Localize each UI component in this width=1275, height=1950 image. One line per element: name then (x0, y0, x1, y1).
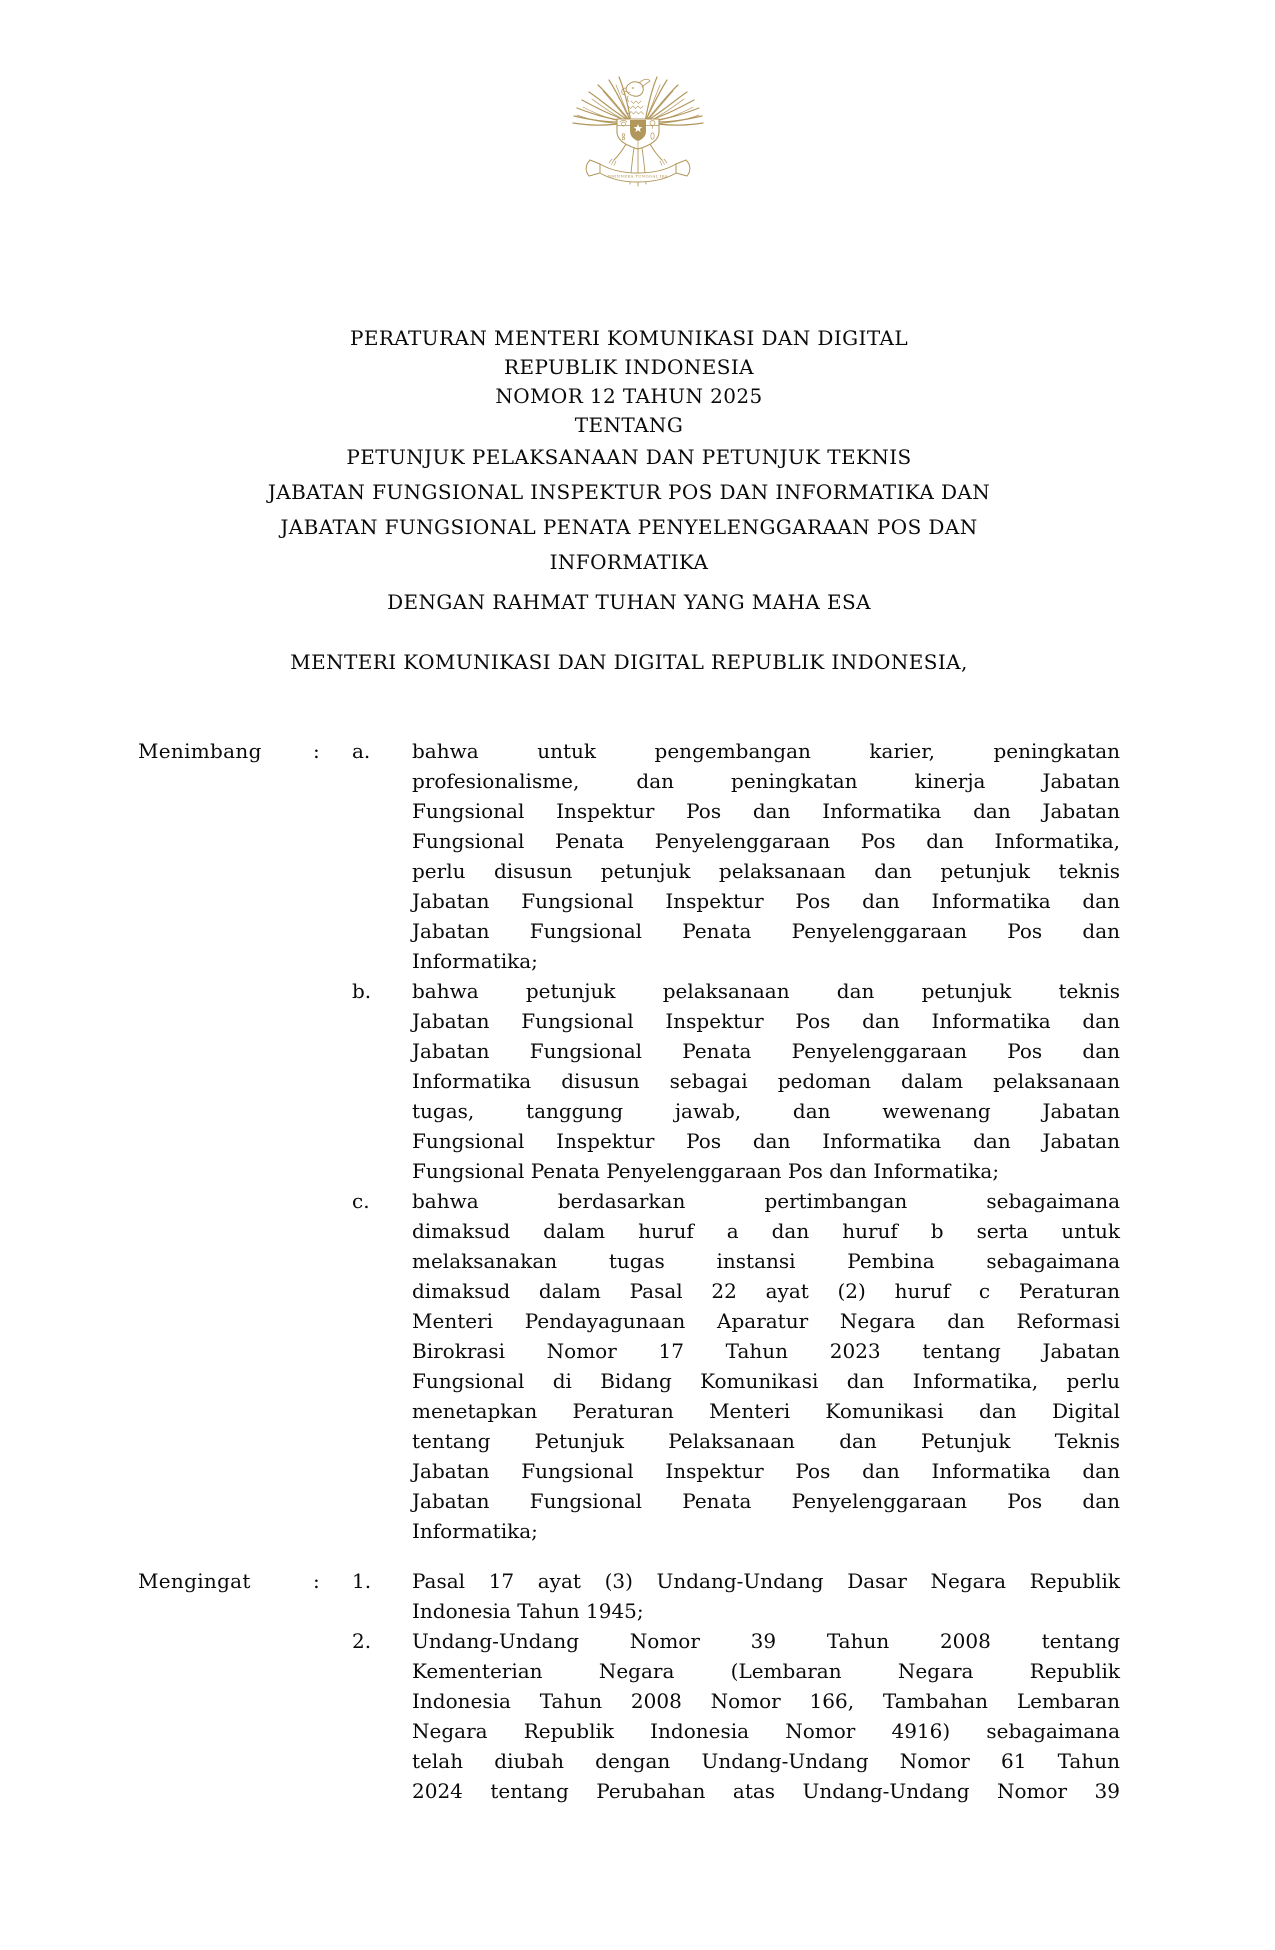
title-line: PETUNJUK PELAKSANAAN DAN PETUNJUK TEKNIS (346, 445, 912, 469)
text-line: Fungsional di Bidang Komunikasi dan Informatika, perlu (412, 1369, 1120, 1393)
text-line: Pasal 17 ayat (3) Undang-Undang Dasar Negara Republik (412, 1569, 1120, 1593)
authority-line: MENTERI KOMUNIKASI DAN DIGITAL REPUBLIK INDONESIA, (290, 650, 968, 674)
text-line: Informatika; (412, 1519, 538, 1543)
item-marker: c. (352, 1189, 370, 1213)
pancasila-shield (617, 119, 659, 149)
item-marker: 2. (352, 1629, 372, 1653)
item-marker: 1. (352, 1569, 372, 1593)
garuda-wing-right (644, 77, 703, 125)
title-line: PERATURAN MENTERI KOMUNIKASI DAN DIGITAL (349, 326, 909, 350)
text-line: Jabatan Fungsional Inspektur Pos dan Informatika dan (412, 1009, 1120, 1033)
title-line: NOMOR 12 TAHUN 2025 (495, 384, 763, 408)
text-line: Fungsional Penata Penyelenggaraan Pos dan Informatika; (412, 1159, 1000, 1183)
item-text (412, 736, 1120, 976)
title-line: JABATAN FUNGSIONAL INSPEKTUR POS DAN INFORMATIKA DAN (267, 480, 991, 504)
title-line: INFORMATIKA (549, 550, 709, 574)
text-line: Kementerian Negara (Lembaran Negara Republik (412, 1659, 1120, 1683)
text-line: Fungsional Penata Penyelenggaraan Pos dan Informatika, (412, 829, 1120, 853)
text-line: Jabatan Fungsional Penata Penyelenggaraan Pos dan (412, 919, 1120, 943)
garuda-pancasila-svg (568, 60, 708, 196)
text-line: Indonesia Tahun 2008 Nomor 166, Tambahan Lembaran (412, 1689, 1120, 1713)
clause-colon: : (313, 739, 320, 763)
text-line: Birokrasi Nomor 17 Tahun 2023 tentang Jabatan (412, 1339, 1120, 1363)
title-line: REPUBLIK INDONESIA (504, 355, 754, 379)
text-line: bahwa petunjuk pelaksanaan dan petunjuk teknis (412, 979, 1120, 1003)
text-line: Jabatan Fungsional Inspektur Pos dan Informatika dan (412, 1459, 1120, 1483)
ribbon-motto-text: BHINNEKA TUNGGAL IKA (608, 173, 668, 179)
title-line: JABATAN FUNGSIONAL PENATA PENYELENGGARAAN POS DAN (280, 515, 978, 539)
text-line: Informatika disusun sebagai pedoman dalam pelaksanaan (412, 1069, 1120, 1093)
text-line: Negara Republik Indonesia Nomor 4916) sebagaimana (412, 1719, 1120, 1743)
text-line: Fungsional Inspektur Pos dan Informatika dan Jabatan (412, 1129, 1120, 1153)
clause-item (352, 1566, 1120, 1626)
text-line: perlu disusun petunjuk pelaksanaan dan petunjuk teknis (412, 859, 1120, 883)
text-line: 2024 tentang Perubahan atas Undang-Undang Nomor 39 (412, 1779, 1120, 1803)
menimbang-section (138, 736, 1120, 1546)
regulation-title (138, 324, 1120, 580)
clause-item (352, 976, 1120, 1186)
text-line: bahwa untuk pengembangan karier, peningkatan (412, 739, 1120, 763)
clause-colon: : (313, 1569, 320, 1593)
item-marker: a. (352, 739, 371, 763)
text-line: Undang-Undang Nomor 39 Tahun 2008 tentang (412, 1629, 1120, 1653)
clause-item (352, 1186, 1120, 1546)
item-text (412, 976, 1120, 1186)
text-line: telah diubah dengan Undang-Undang Nomor 61 Tahun (412, 1749, 1120, 1773)
garuda-wing-left (573, 77, 632, 125)
text-line: Jabatan Fungsional Penata Penyelenggaraan Pos dan (412, 1039, 1120, 1063)
text-line: Menteri Pendayagunaan Aparatur Negara dan Reformasi (412, 1309, 1120, 1333)
text-line: menetapkan Peraturan Menteri Komunikasi dan Digital (412, 1399, 1120, 1423)
text-line: dimaksud dalam huruf a dan huruf b serta untuk (412, 1219, 1120, 1243)
text-line: bahwa berdasarkan pertimbangan sebagaimana (412, 1189, 1120, 1213)
item-text (412, 1566, 1120, 1626)
text-line: melaksanakan tugas instansi Pembina sebagaimana (412, 1249, 1120, 1273)
garuda-pancasila-emblem (568, 60, 708, 196)
text-line: dimaksud dalam Pasal 22 ayat (2) huruf c Peraturan (412, 1279, 1120, 1303)
text-line: Jabatan Fungsional Penata Penyelenggaraan Pos dan (412, 1489, 1120, 1513)
item-text (412, 1626, 1120, 1806)
item-text (412, 1186, 1120, 1546)
text-line: tugas, tanggung jawab, dan wewenang Jabatan (412, 1099, 1120, 1123)
invocation-line: DENGAN RAHMAT TUHAN YANG MAHA ESA (387, 590, 871, 614)
mengingat-section (138, 1566, 1120, 1806)
title-line: TENTANG (574, 413, 684, 437)
clause-items (352, 1566, 1120, 1806)
item-marker: b. (352, 979, 372, 1003)
clause-label: Menimbang (138, 739, 262, 763)
clause-items (352, 736, 1120, 1546)
text-line: Indonesia Tahun 1945; (412, 1599, 644, 1623)
clause-label: Mengingat (138, 1569, 251, 1593)
text-line: Informatika; (412, 949, 538, 973)
text-line: profesionalisme, dan peningkatan kinerja Jabatan (412, 769, 1120, 793)
text-line: Jabatan Fungsional Inspektur Pos dan Informatika dan (412, 889, 1120, 913)
text-line: tentang Petunjuk Pelaksanaan dan Petunjuk Teknis (412, 1429, 1120, 1453)
text-line: Fungsional Inspektur Pos dan Informatika dan Jabatan (412, 799, 1120, 823)
clause-item (352, 1626, 1120, 1806)
clause-item (352, 736, 1120, 976)
